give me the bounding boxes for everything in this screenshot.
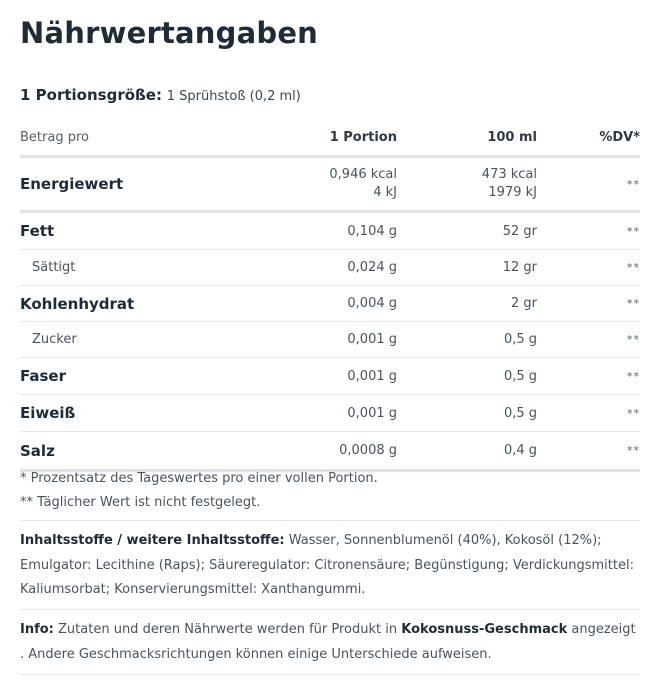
row-per100: 52 gr xyxy=(502,223,537,239)
row-portion: 0,001 g xyxy=(347,368,397,384)
portion-size-value: 1 Sprühstoß (0,2 ml) xyxy=(166,89,301,104)
row-dv: ** xyxy=(627,406,640,420)
header-per-100ml: 100 ml xyxy=(487,130,537,145)
table-row xyxy=(20,432,640,472)
row-per100: 0,5 g xyxy=(503,405,537,421)
row-dv: ** xyxy=(627,369,640,383)
table-row-energy xyxy=(20,158,640,213)
row-name: Kohlenhydrat xyxy=(20,294,135,313)
energy-per100-kcal: 473 kcal xyxy=(481,167,537,182)
energy-portion-kcal: 0,946 kcal xyxy=(329,167,397,182)
row-dv: ** xyxy=(627,224,640,238)
info-text-after: angezeigt . Andere Geschmacksrichtungen können einige Unterschiede aufweisen. xyxy=(20,622,636,662)
table-row xyxy=(20,250,640,286)
row-per100: 0,5 g xyxy=(503,332,537,347)
row-per100: 2 gr xyxy=(511,296,537,311)
row-portion: 0,001 g xyxy=(347,332,397,347)
row-portion: 0,004 g xyxy=(347,296,397,311)
row-portion: 0,0008 g xyxy=(339,443,397,458)
row-portion: 0,104 g xyxy=(347,223,397,239)
table-header xyxy=(20,120,640,158)
row-dv: ** xyxy=(627,297,640,310)
footnote-not-set: ** Täglicher Wert ist nicht festgelegt. xyxy=(20,495,261,510)
header-portion: 1 Portion xyxy=(329,130,397,145)
nutrition-table xyxy=(20,120,640,472)
row-name: Fett xyxy=(20,222,55,240)
footnote-dv: * Prozentsatz des Tageswertes pro einer vollen Portion. xyxy=(20,471,378,486)
row-name: Eiweiß xyxy=(20,404,76,422)
energy-dv: ** xyxy=(627,177,640,191)
portion-size-label: 1 Portionsgröße: xyxy=(20,86,162,104)
table-row xyxy=(20,322,640,358)
row-portion: 0,001 g xyxy=(347,405,397,421)
ingredients-text: Wasser, Sonnenblumenöl (40%), Kokosöl (12%); Emulgator: Lecithine (Raps); Säureregulator: Citronensäure; Begünstigung; Verdickungsmittel: Kaliumsorbat; Konservierungsmittel: Xanthangummi. xyxy=(20,533,634,597)
energy-portion-kj: 4 kJ xyxy=(373,185,397,200)
row-dv: ** xyxy=(627,333,640,346)
table-row xyxy=(20,358,640,395)
row-dv: ** xyxy=(627,261,640,274)
info-flavor: Kokosnuss-Geschmack xyxy=(401,622,568,637)
page-title: Nährwertangaben xyxy=(20,16,319,50)
table-row xyxy=(20,286,640,322)
row-dv: ** xyxy=(627,444,640,457)
row-name: Energiewert xyxy=(20,175,124,193)
row-per100: 12 gr xyxy=(502,260,537,275)
row-name: Sättigt xyxy=(32,260,76,275)
row-name: Salz xyxy=(20,441,55,460)
info-text: Zutaten und deren Nährwerte werden für Produkt in xyxy=(58,622,398,637)
portion-size xyxy=(20,86,301,104)
bottom-divider xyxy=(20,674,640,675)
ingredients-label: Inhaltsstoffe / weitere Inhaltsstoffe: xyxy=(20,533,285,548)
table-row xyxy=(20,213,640,250)
info-block xyxy=(20,609,640,667)
footnotes xyxy=(20,468,640,516)
header-daily-value: %DV* xyxy=(599,130,640,145)
table-row xyxy=(20,395,640,432)
info-label: Info: xyxy=(20,622,54,637)
energy-per100-kj: 1979 kJ xyxy=(488,185,537,200)
header-amount-per: Betrag pro xyxy=(20,130,89,145)
row-per100: 0,4 g xyxy=(503,443,537,458)
row-per100: 0,5 g xyxy=(503,368,537,384)
row-name: Faser xyxy=(20,367,66,385)
row-name: Zucker xyxy=(32,332,77,347)
row-portion: 0,024 g xyxy=(347,260,397,275)
ingredients-block xyxy=(20,520,640,603)
